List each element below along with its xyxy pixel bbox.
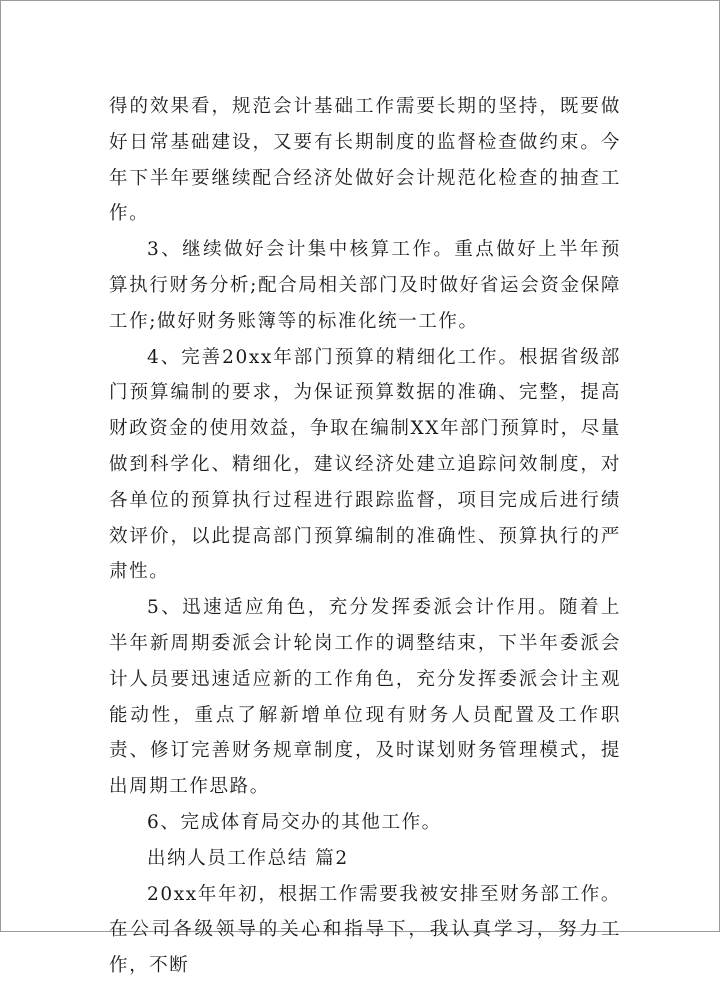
section-heading: 出纳人员工作总结 篇2 — [147, 847, 349, 869]
paragraph-item-6: 6、完成体育局交办的其他工作。 — [147, 811, 442, 833]
paragraph-continuation: 得的效果看，规范会计基础工作需要长期的坚持，既要做好日常基础建设，又要有长期制度的监督检查做约束。今年下半年要继续配合经济处做好会计规范化检查的抽查工作。 — [109, 96, 621, 225]
document-body — [109, 89, 621, 984]
paragraph-item-3: 3、继续做好会计集中核算工作。重点做好上半年预算执行财务分析;配合局相关部门及时做好省运会资金保障工作;做好财务账簿等的标准化统一工作。 — [109, 239, 621, 332]
paragraph-section-intro: 20xx年年初，根据工作需要我被安排至财务部工作。在公司各级领导的关心和指导下，我认真学习，努力工作，不断 — [109, 883, 621, 977]
paragraph-item-5: 5、迅速适应角色，充分发挥委派会计作用。随着上半年新周期委派会计轮岗工作的调整结束，下半年委派会计人员要迅速适应新的工作角色，充分发挥委派会计主观能动性，重点了解新增单位现有财务人员配置及工作职责、修订完善财务规章制度，及时谋划财务管理模式，提出周期工作思路。 — [109, 597, 621, 798]
paragraph-item-4: 4、完善20xx年部门预算的精细化工作。根据省级部门预算编制的要求，为保证预算数据的准确、完整，提高财政资金的使用效益，争取在编制XX年部门预算时，尽量做到科学化、精细化，建议经济处建立追踪问效制度，对各单位的预算执行过程进行跟踪监督，项目完成后进行绩效评价，以此提高部门预算编制的准确性、预算执行的严肃性。 — [109, 346, 621, 583]
